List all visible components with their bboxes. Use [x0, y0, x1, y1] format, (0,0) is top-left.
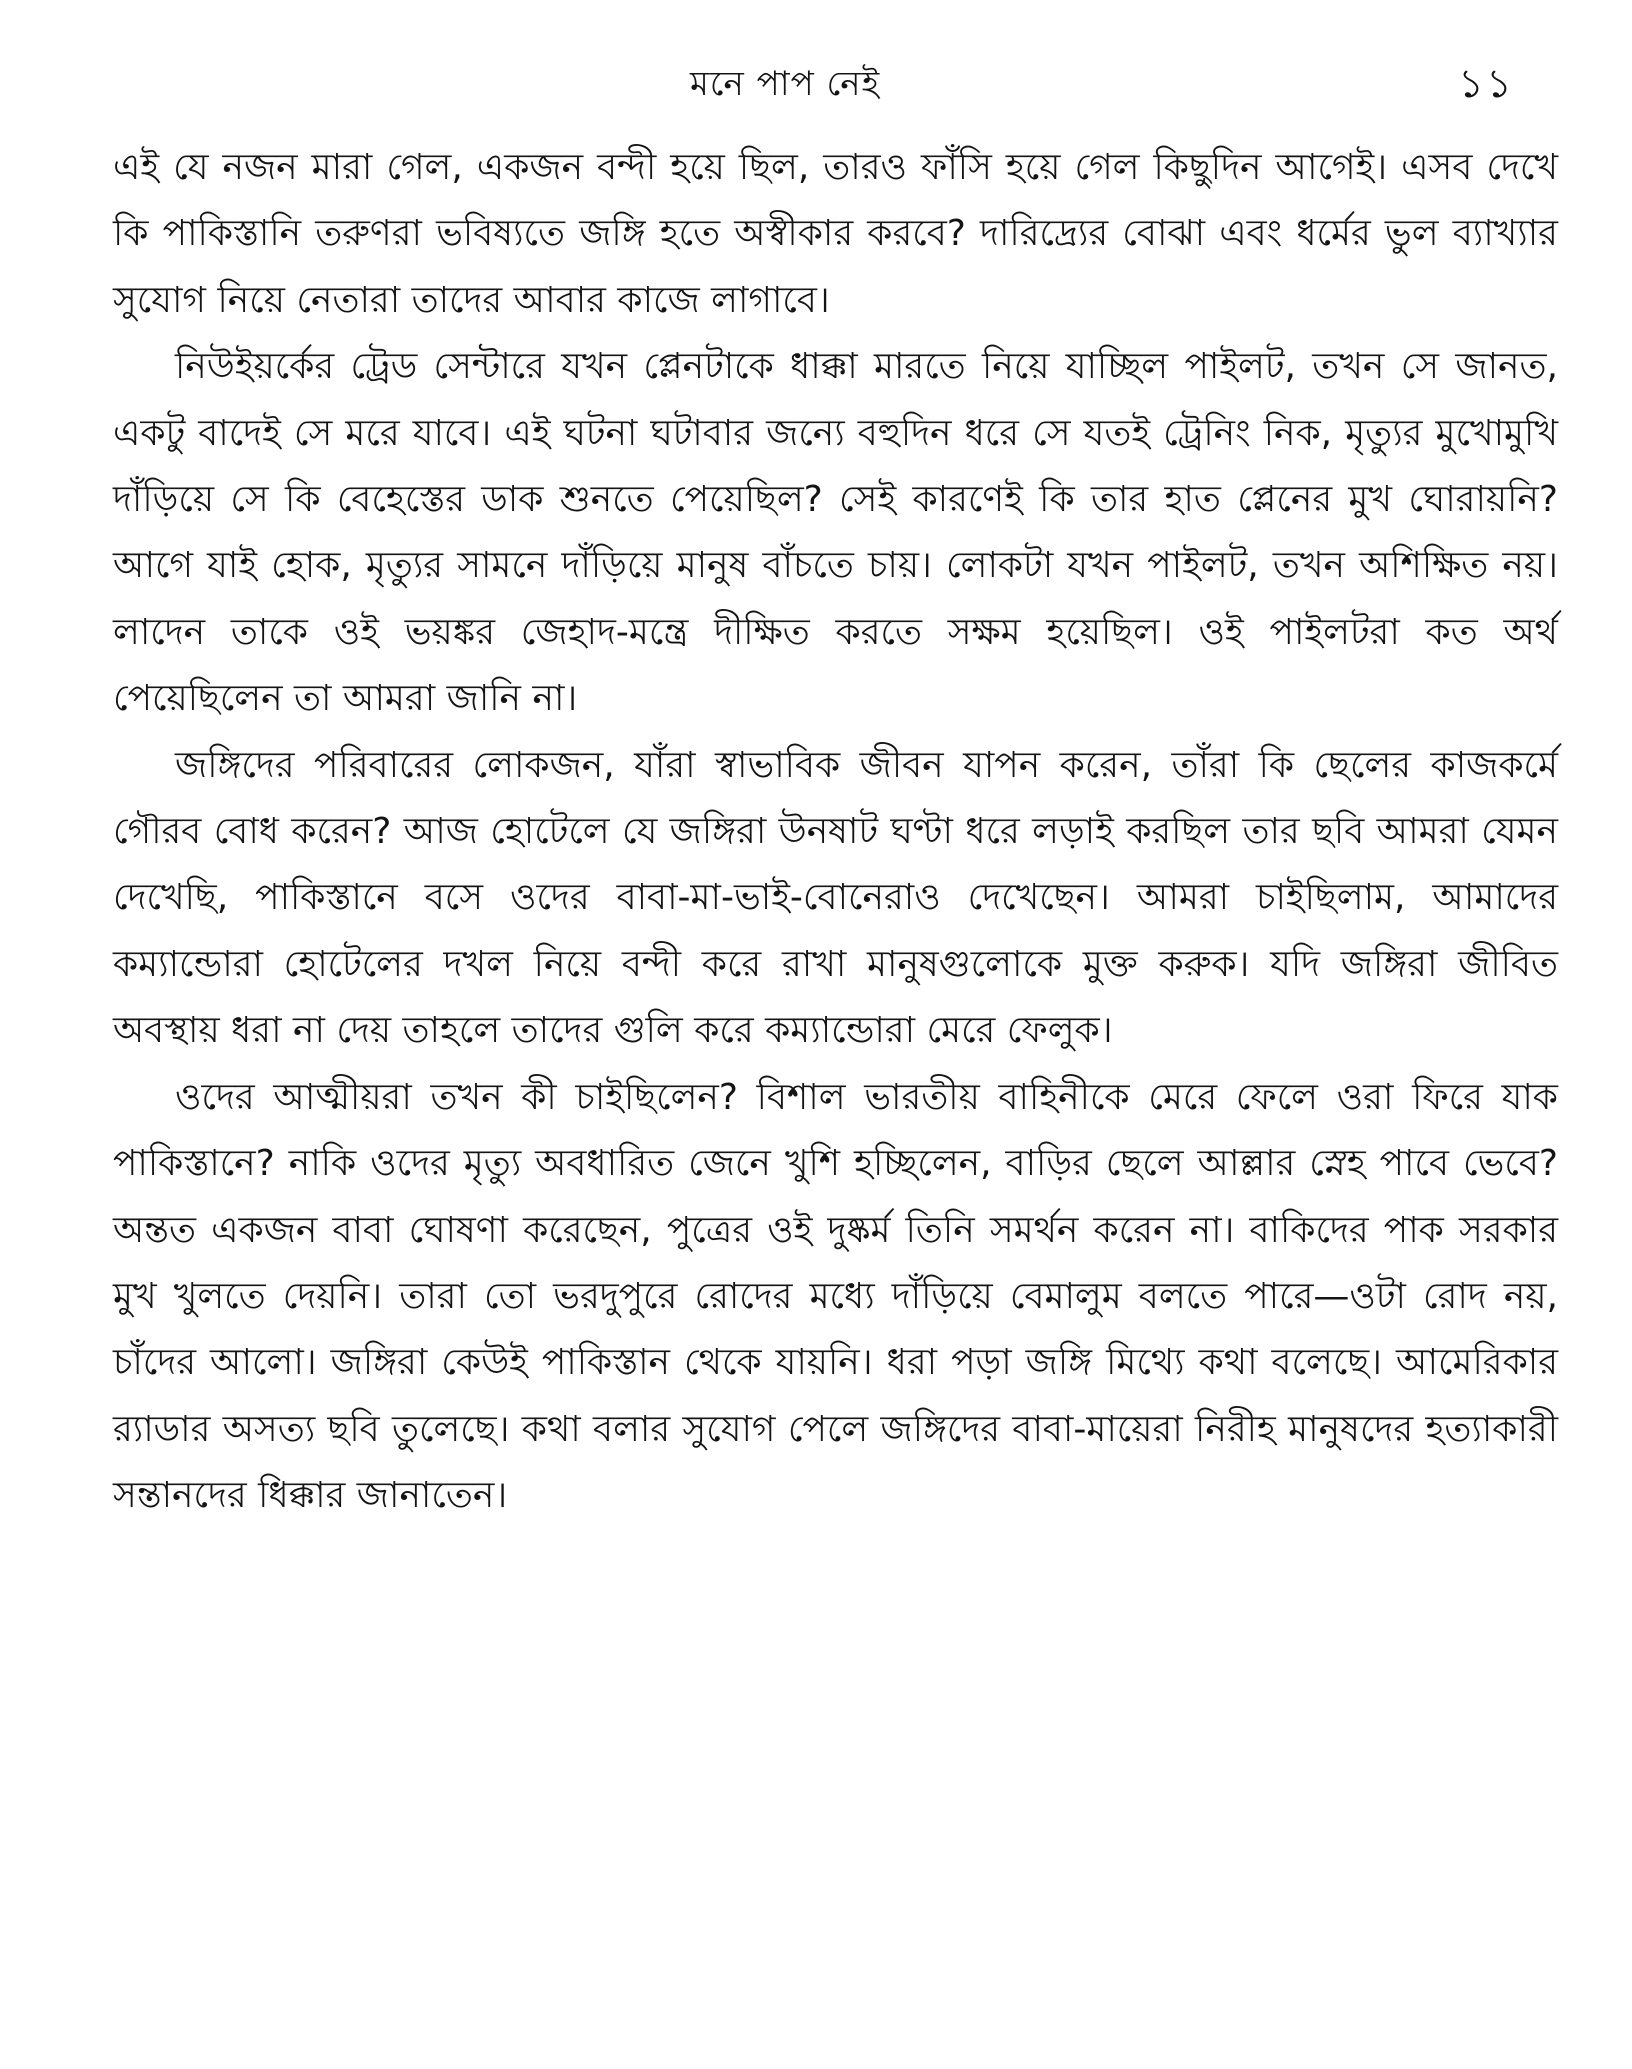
chapter-title: মনে পাপ নেই	[690, 64, 881, 104]
paragraph: জঙ্গিদের পরিবারের লোকজন, যাঁরা স্বাভাবিক জীবন যাপন করেন, তাঁরা কি ছেলের কাজকর্মে গৌরব বোধ করেন? আজ হোটেলে যে জঙ্গিরা উনষাট ঘণ্টা ধরে লড়াই করছিল তার ছবি আমরা যেমন দেখেছি, পাকিস্তানে বসে ওদের বাবা-মা-ভাই-বোনেরাও দেখেছেন। আমরা চাইছিলাম, আমাদের কম্যান্ডোরা হোটেলের দখল নিয়ে বন্দী করে রাখা মানুষগুলোকে মুক্ত করুক। যদি জঙ্গিরা জীবিত অবস্থায় ধরা না দেয় তাহলে তাদের গুলি করে কম্যান্ডোরা মেরে ফেলুক।	[113, 744, 1558, 1052]
body-text	[113, 135, 1558, 1530]
paragraph: ওদের আত্মীয়রা তখন কী চাইছিলেন? বিশাল ভারতীয় বাহিনীকে মেরে ফেলে ওরা ফিরে যাক পাকিস্তানে? নাকি ওদের মৃত্যু অবধারিত জেনে খুশি হচ্ছিলেন, বাড়ির ছেলে আল্লার স্নেহ পাবে ভেবে? অন্তত একজন বাবা ঘোষণা করেছেন, পুত্রের ওই দুষ্কর্ম তিনি সমর্থন করেন না। বাকিদের পাক সরকার মুখ খুলতে দেয়নি। তারা তো ভরদুপুরে রোদের মধ্যে দাঁড়িয়ে বেমালুম বলতে পারে—ওটা রোদ নয়, চাঁদের আলো। জঙ্গিরা কেউই পাকিস্তান থেকে যায়নি। ধরা পড়া জঙ্গি মিথ্যে কথা বলেছে। আমেরিকার র‍্যাডার অসত্য ছবি তুলেছে। কথা বলার সুযোগ পেলে জঙ্গিদের বাবা-মায়েরা নিরীহ মানুষদের হত্যাকারী সন্তানদের ধিক্কার জানাতেন।	[113, 1076, 1558, 1517]
paragraph: এই যে নজন মারা গেল, একজন বন্দী হয়ে ছিল, তারও ফাঁসি হয়ে গেল কিছুদিন আগেই। এসব দেখে কি পাকিস্তানি তরুণরা ভবিষ্যতে জঙ্গি হতে অস্বীকার করবে? দারিদ্র্যের বোঝা এবং ধর্মের ভুল ব্যাখ্যার সুযোগ নিয়ে নেতারা তাদের আবার কাজে লাগাবে।	[113, 147, 1558, 321]
page-number: ১১	[1458, 61, 1514, 107]
running-head	[0, 52, 1632, 112]
paragraph: নিউইয়র্কের ট্রেড সেন্টারে যখন প্লেনটাকে ধাক্কা মারতে নিয়ে যাচ্ছিল পাইলট, তখন সে জানত, একটু বাদেই সে মরে যাবে। এই ঘটনা ঘটাবার জন্যে বহুদিন ধরে সে যতই ট্রেনিং নিক, মৃত্যুর মুখোমুখি দাঁড়িয়ে সে কি বেহেস্তের ডাক শুনতে পেয়েছিল? সেই কারণেই কি তার হাত প্লেনের মুখ ঘোরায়নি? আগে যাই হোক, মৃত্যুর সামনে দাঁড়িয়ে মানুষ বাঁচতে চায়। লোকটা যখন পাইলট, তখন অশিক্ষিত নয়। লাদেন তাকে ওই ভয়ঙ্কর জেহাদ-মন্ত্রে দীক্ষিত করতে সক্ষম হয়েছিল। ওই পাইলটরা কত অর্থ পেয়েছিলেন তা আমরা জানি না।	[113, 346, 1558, 720]
